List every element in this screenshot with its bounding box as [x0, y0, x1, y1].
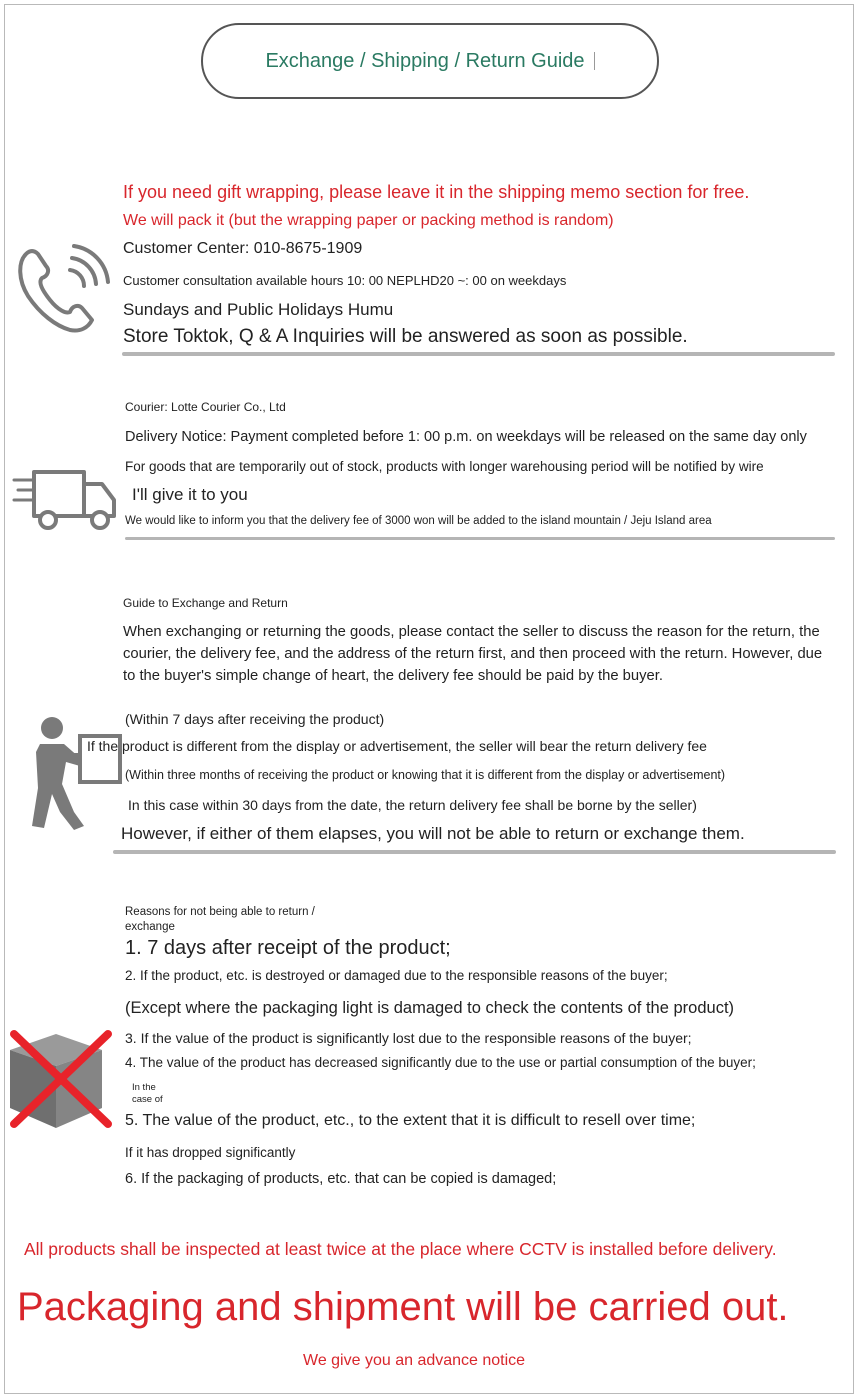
- section-divider: [122, 352, 835, 356]
- exchange-paragraph: When exchanging or returning the goods, please contact the seller to discuss the reason for the return, the courier, the delivery fee, and the address of the return first, and then proceed with the return. However, due to the buyer's simple change of heart, the delivery fee should be paid by the buyer.: [123, 624, 823, 684]
- title-cursor: [594, 52, 595, 70]
- no-return-title-line1: Reasons for not being able to return /: [125, 906, 315, 918]
- person-carrying-box-icon: [24, 716, 124, 832]
- advance-notice-line: We give you an advance notice: [303, 1352, 526, 1369]
- no-return-title-line2: exchange: [125, 921, 175, 933]
- elapses-warning: However, if either of them elapses, you will not be able to return or exchange them.: [121, 824, 745, 843]
- section-divider: [125, 537, 835, 540]
- phone-icon: [12, 240, 116, 336]
- cctv-inspection-line: All products shall be inspected at least twice at the place where CCTV is installed before delivery.: [24, 1239, 777, 1259]
- inquiries-line: Store Toktok, Q & A Inquiries will be answered as soon as possible.: [123, 326, 688, 347]
- packaging-shipment-heading: Packaging and shipment will be carried out.: [17, 1285, 789, 1329]
- give-it-line: I'll give it to you: [132, 485, 248, 504]
- case-of-line1: In the: [132, 1082, 156, 1093]
- case-of-line2: case of: [132, 1094, 163, 1105]
- out-of-stock-notice: For goods that are temporarily out of stock, products with longer warehousing period will be notified by wire: [125, 459, 764, 474]
- reason-item-4: 4. The value of the product has decreased significantly due to the use or partial consumption of the buyer;: [125, 1055, 756, 1070]
- wrapping-random-line: We will pack it (but the wrapping paper or packing method is random): [123, 212, 614, 229]
- box-crossed-out-icon: [6, 1024, 112, 1132]
- delivery-truck-icon: [12, 468, 120, 532]
- section-divider: [113, 850, 836, 854]
- consultation-hours: Customer consultation available hours 10: 00 NEPLHD20 ~: 00 on weekdays: [123, 273, 567, 288]
- reason-item-5-note: If it has dropped significantly: [125, 1145, 296, 1160]
- reason-item-1: 1. 7 days after receipt of the product;: [125, 937, 451, 959]
- holidays-line: Sundays and Public Holidays Humu: [123, 300, 394, 319]
- delivery-notice: Delivery Notice: Payment completed before 1: 00 p.m. on weekdays will be released on the same day only: [125, 429, 807, 445]
- reason-item-3: 3. If the value of the product is significantly lost due to the responsible reasons of the buyer;: [125, 1030, 692, 1046]
- courier-name: Courier: Lotte Courier Co., Ltd: [125, 400, 286, 414]
- within-30-days: In this case within 30 days from the date, the return delivery fee shall be borne by the seller): [128, 797, 697, 813]
- exchange-guide-title: Guide to Exchange and Return: [123, 596, 288, 610]
- reason-item-2-note: (Except where the packaging light is damaged to check the contents of the product): [125, 999, 735, 1017]
- guide-title-pill: [201, 23, 659, 99]
- island-fee-notice: We would like to inform you that the delivery fee of 3000 won will be added to the island mountain / Jeju Island area: [125, 515, 712, 527]
- reason-item-2: 2. If the product, etc. is destroyed or damaged due to the responsible reasons of the buyer;: [125, 968, 668, 983]
- reason-item-5: 5. The value of the product, etc., to the extent that it is difficult to resell over time;: [125, 1112, 696, 1129]
- gift-wrapping-line: If you need gift wrapping, please leave it in the shipping memo section for free.: [123, 182, 750, 202]
- product-different-line: If the product is different from the display or advertisement, the seller will bear the return delivery fee: [87, 738, 707, 754]
- customer-center-number: Customer Center: 010-8675-1909: [123, 240, 363, 257]
- within-7-days: (Within 7 days after receiving the product): [125, 711, 385, 727]
- reason-item-6: 6. If the packaging of products, etc. that can be copied is damaged;: [125, 1171, 557, 1187]
- guide-title: Exchange / Shipping / Return Guide: [265, 49, 585, 72]
- within-3-months: (Within three months of receiving the product or knowing that it is different from the display or advertisement): [125, 768, 726, 782]
